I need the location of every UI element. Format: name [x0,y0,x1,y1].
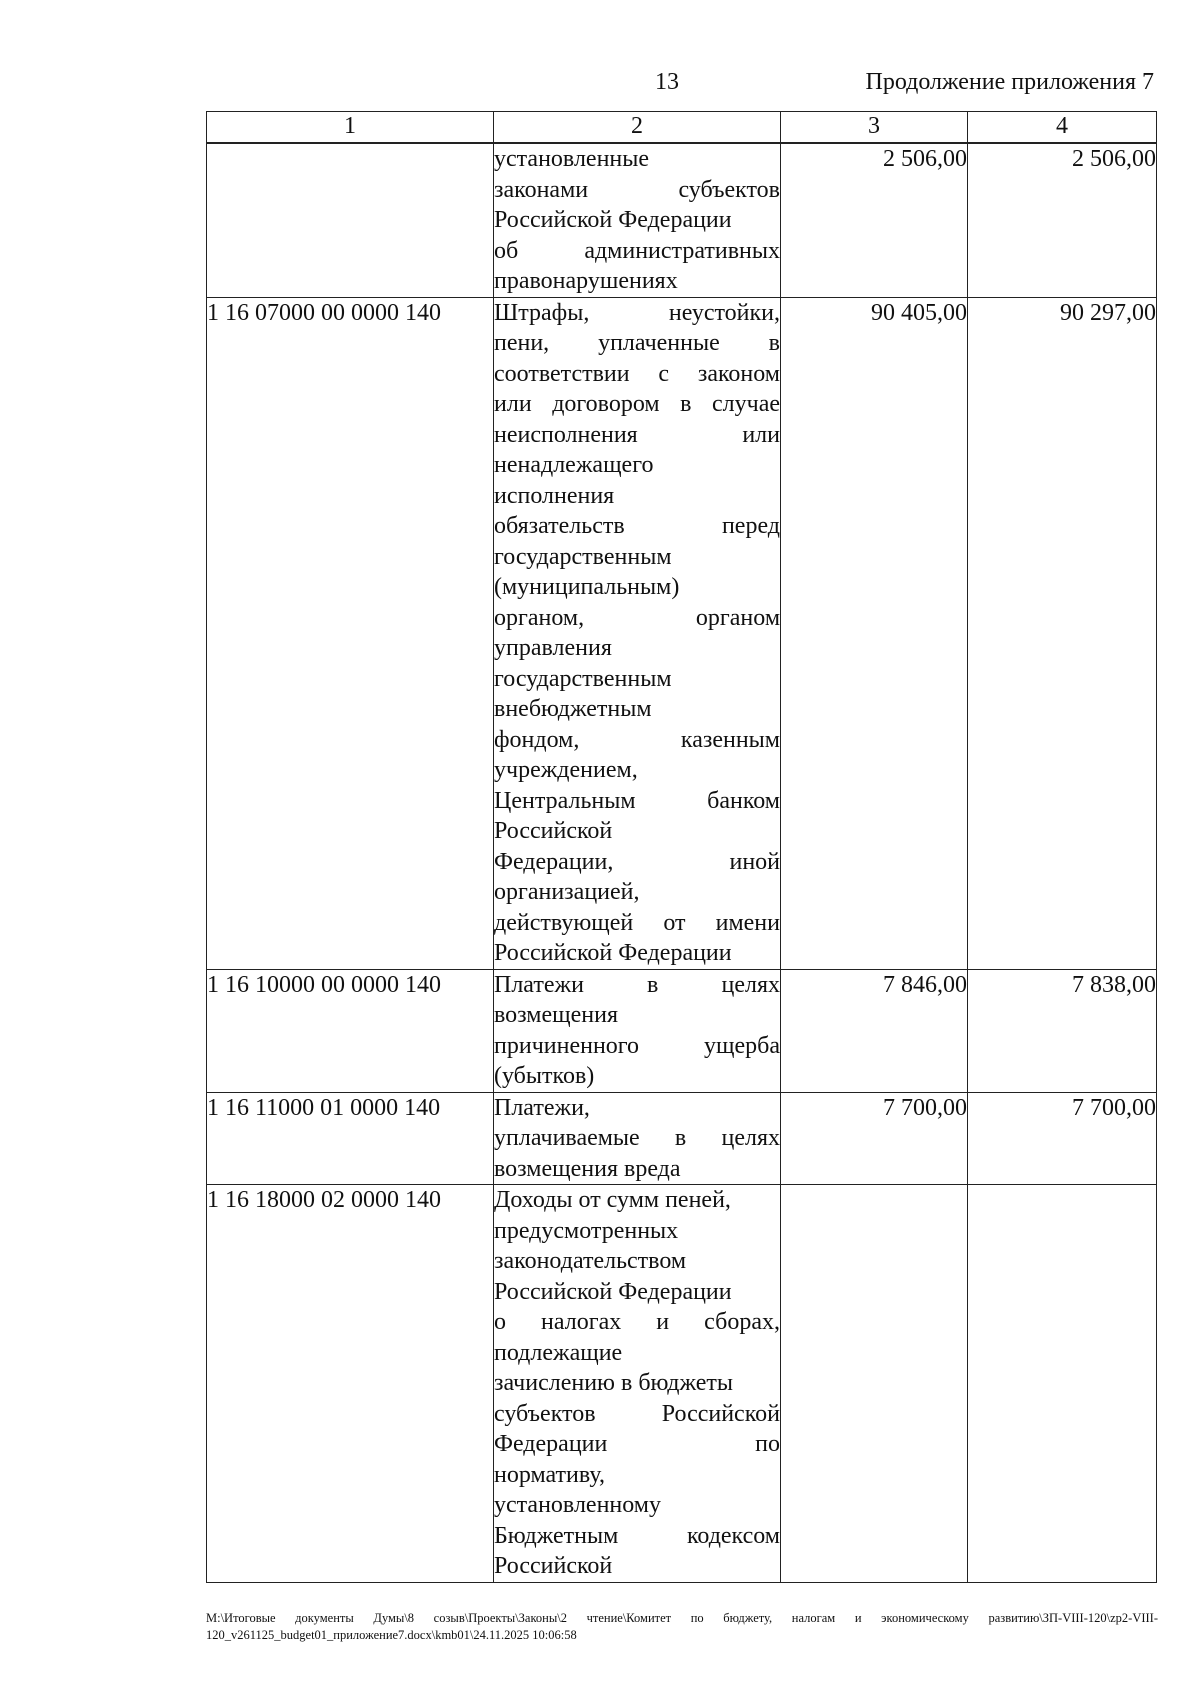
description-line: государственным [494,665,672,692]
description-line: правонарушениях [494,268,678,294]
budget-code-cell: 1 16 07000 00 0000 140 [207,297,494,969]
description-cell [494,1185,781,1583]
amount-col4-cell: 7 838,00 [968,969,1157,1092]
description-line: внебюджетным [494,696,652,722]
table-row [207,1185,1157,1583]
description-line: фондом, казенным [494,726,780,753]
description-line: зачислению в бюджеты [494,1370,733,1396]
description-line: соответствии с законом [494,360,780,387]
table-row [207,297,1157,969]
description-line: о налогах и сборах, [494,1309,780,1335]
table-row [207,1092,1157,1185]
description-line: или договором в случае [494,391,780,417]
description-line: Платежи, [494,1094,590,1121]
description-line: органом, органом [494,604,780,631]
description-line: Российской [494,1553,613,1579]
page-number: 13 [655,69,679,95]
description-line: уплачиваемые в целях [494,1125,780,1151]
description-line: управления [494,635,612,661]
description-line: (муниципальным) [494,574,680,600]
description-line: пени, уплаченные в [494,330,780,356]
description-line: предусмотренных [494,1217,679,1244]
amount-col4-cell [968,1185,1157,1583]
amount-col3-cell: 7 846,00 [781,969,968,1092]
appendix-continuation-heading: Продолжение приложения 7 [865,69,1154,95]
column-header-2: 2 [494,112,781,144]
description-line: Федерации, иной [494,848,780,875]
description-cell [494,297,781,969]
description-line: Платежи в целях [494,971,780,998]
description-line: Российской [494,818,613,844]
column-header-1: 1 [207,112,494,144]
description-line: действующей от имени [494,909,780,936]
budget-code-cell: 1 16 18000 02 0000 140 [207,1185,494,1583]
description-line: установленному [494,1492,661,1518]
column-header-3: 3 [781,112,968,144]
description-line: Штрафы, неустойки, [494,299,780,326]
file-path-footer [206,1610,1158,1644]
footer-path-line: 120_v261125_budget01_приложение7.docx\kmb01\24.11.2025 10:06:58 [206,1628,577,1642]
description-line: Российской Федерации [494,940,732,966]
amount-col4-cell: 2 506,00 [968,143,1157,297]
description-line: причиненного ущерба [494,1032,780,1059]
footer-path-line: M:\Итоговые документы Думы\8 созыв\Проекты\Законы\2 чтение\Комитет по бюджету, налогам и экономическому развитию\ЗП-VIII-120\zp2-VIII- [206,1611,1158,1625]
description-line: организацией, [494,879,640,905]
description-line: субъектов Российской [494,1400,780,1427]
description-cell [494,1092,781,1185]
description-cell [494,969,781,1092]
amount-col3-cell: 90 405,00 [781,297,968,969]
column-header-4: 4 [968,112,1157,144]
description-line: законами субъектов [494,176,780,203]
description-line: Российской Федерации [494,207,732,233]
description-line: ненадлежащего [494,452,654,478]
description-line: возмещения [494,1002,619,1028]
description-line: Центральным банком [494,787,780,814]
description-line: Доходы от сумм пеней, [494,1187,731,1213]
table-row [207,143,1157,297]
description-cell [494,143,781,297]
description-line: Бюджетным кодексом [494,1522,780,1549]
amount-col3-cell [781,1185,968,1583]
budget-code-cell [207,143,494,297]
description-line: нормативу, [494,1461,605,1488]
description-line: об административных [494,237,780,264]
amount-col3-cell: 2 506,00 [781,143,968,297]
amount-col3-cell: 7 700,00 [781,1092,968,1185]
description-line: обязательств перед [494,513,780,539]
budget-code-cell: 1 16 10000 00 0000 140 [207,969,494,1092]
amount-col4-cell: 90 297,00 [968,297,1157,969]
description-line: неисполнения или [494,421,780,448]
description-line: установленные [494,146,650,172]
table-header-row [207,112,1157,144]
budget-code-cell: 1 16 11000 01 0000 140 [207,1092,494,1185]
description-line: возмещения вреда [494,1155,681,1182]
description-line: подлежащие [494,1339,623,1366]
description-line: (убытков) [494,1063,595,1089]
description-line: Российской Федерации [494,1278,732,1305]
amount-col4-cell: 7 700,00 [968,1092,1157,1185]
table-row [207,969,1157,1092]
description-line: законодательством [494,1248,687,1274]
description-line: государственным [494,543,672,570]
description-line: Федерации по [494,1431,780,1457]
description-line: исполнения [494,482,615,509]
description-line: учреждением, [494,757,638,783]
budget-table [206,111,1157,1583]
